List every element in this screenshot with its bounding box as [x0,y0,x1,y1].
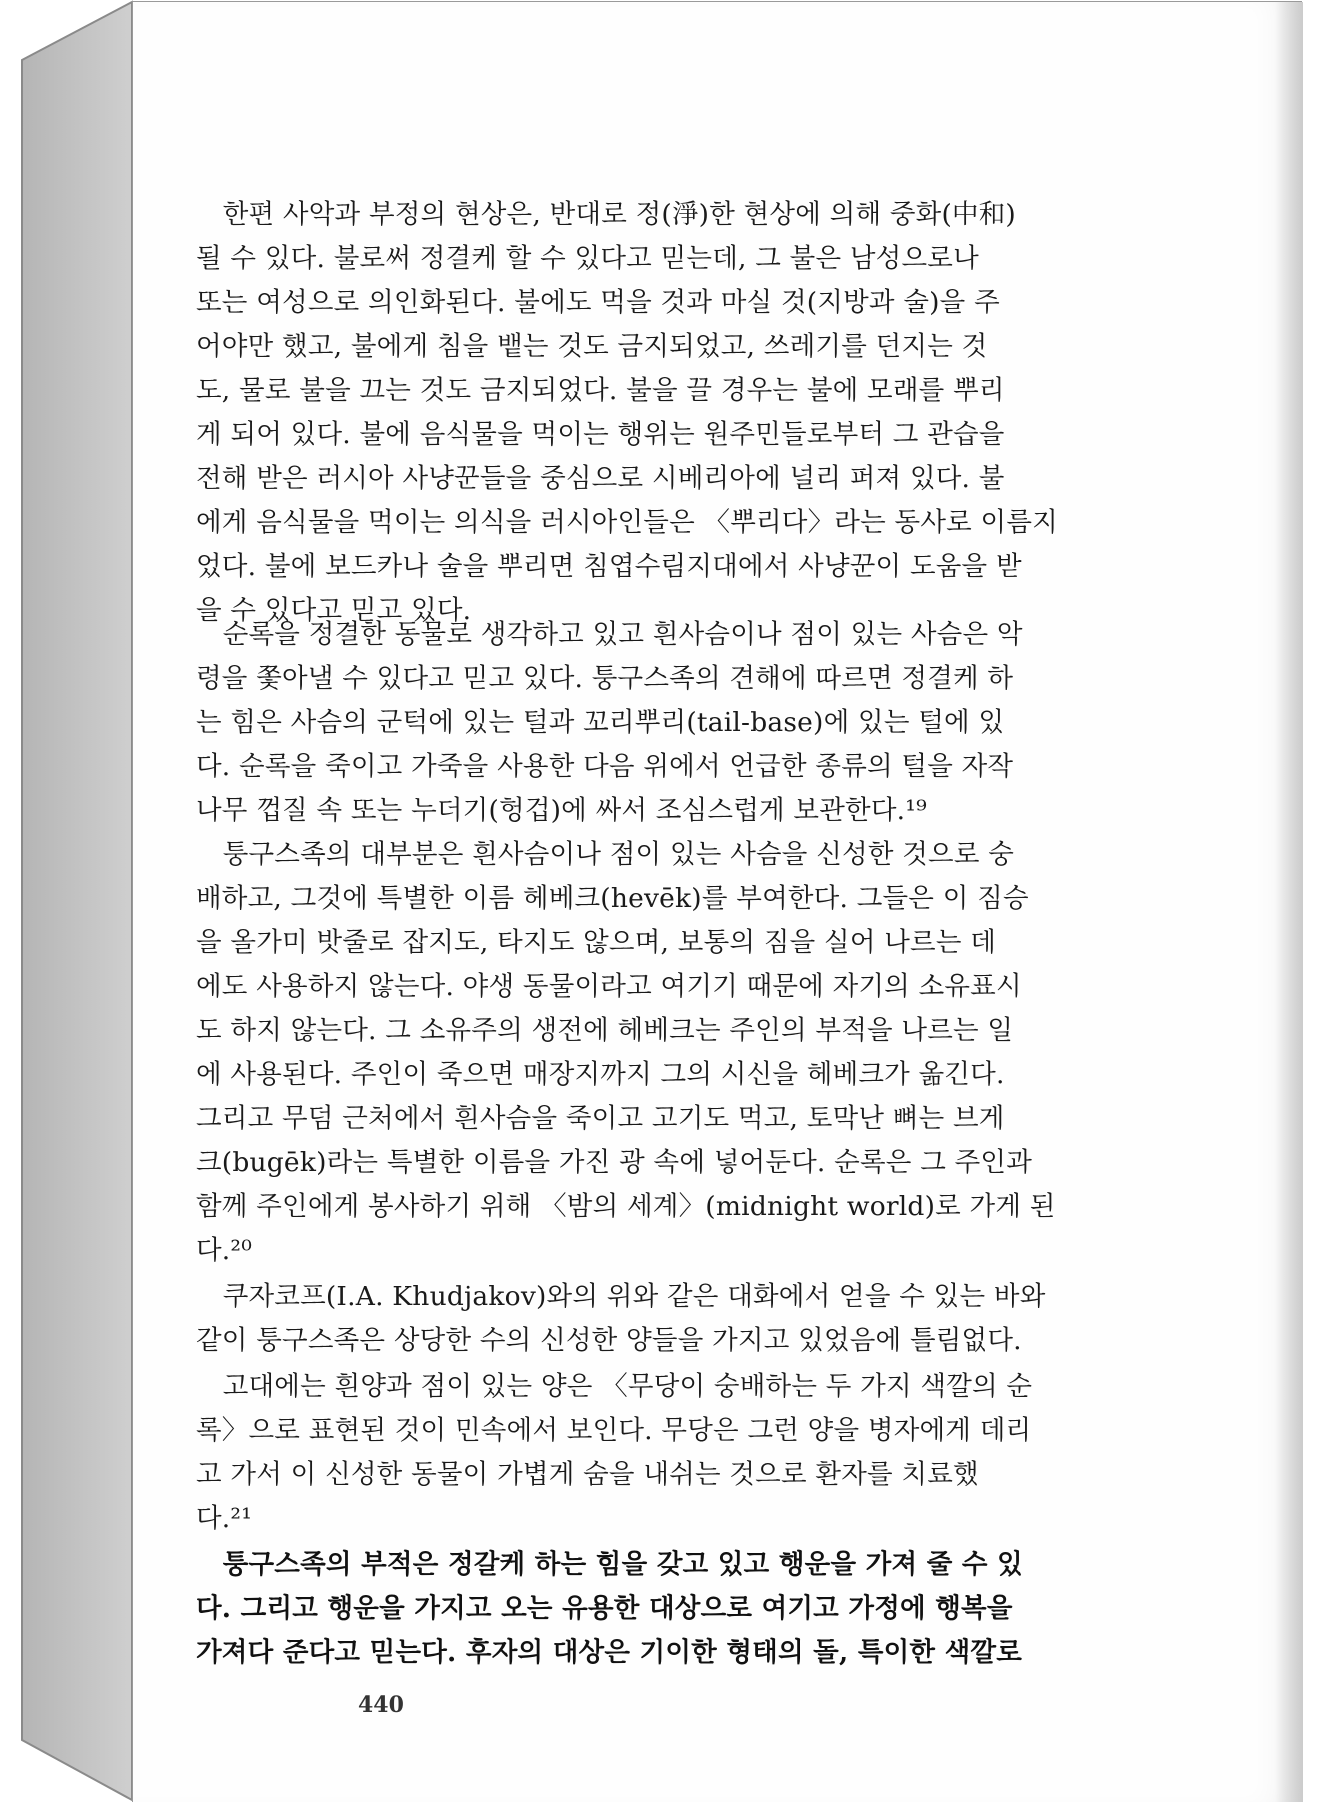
text-line: 쿠자코프(I.A. Khudjakov)와의 위와 같은 대화에서 얻을 수 있는 바와 [196,1281,1046,1312]
text-line: 게 되어 있다. 불에 음식물을 먹이는 행위는 원주민들로부터 그 관습을 [196,419,1005,450]
text-line: 에 사용된다. 주인이 죽으면 매장지까지 그의 시신을 헤베크가 옮긴다. [196,1059,1005,1090]
page-edge-shadow [1275,2,1303,1802]
text-line: 순록을 정결한 동물로 생각하고 있고 흰사슴이나 점이 있는 사슴은 악 [196,619,1023,650]
text-line: 함께 주인에게 봉사하기 위해 〈밤의 세계〉(midnight world)로 가게 된 [196,1191,1056,1222]
text-line: 에게 음식물을 먹이는 의식을 러시아인들은 〈뿌리다〉라는 동사로 이름지 [196,507,1058,538]
text-line: 크(bugēk)라는 특별한 이름을 가진 광 속에 넣어둔다. 순록은 그 주인과 [196,1147,1033,1178]
text-line: 다. 그리고 행운을 가지고 오는 유용한 대상으로 여기고 가정에 행복을 [196,1593,1013,1624]
text-line: 한편 사악과 부정의 현상은, 반대로 정(淨)한 현상에 의해 중화(中和) [196,199,1016,230]
text-line: 어야만 했고, 불에게 침을 뱉는 것도 금지되었고, 쓰레기를 던지는 것 [196,331,988,362]
text-line: 령을 쫓아낼 수 있다고 믿고 있다. 퉁구스족의 견해에 따르면 정결케 하 [196,663,1014,694]
text-line: 다.²¹ [196,1503,253,1534]
text-line: 배하고, 그것에 특별한 이름 헤베크(hevēk)를 부여한다. 그들은 이 짐승 [196,883,1029,914]
text-line: 퉁구스족의 부적은 정갈케 하는 힘을 갖고 있고 행운을 가져 줄 수 있 [196,1549,1023,1580]
text-line: 는 힘은 사슴의 군턱에 있는 털과 꼬리뿌리(tail-base)에 있는 털에 있 [196,707,1005,738]
text-line: 고대에는 흰양과 점이 있는 양은 〈무당이 숭배하는 두 가지 색깔의 순 [196,1371,1033,1402]
text-line: 같이 퉁구스족은 상당한 수의 신성한 양들을 가지고 있었음에 틀림없다. [196,1325,1022,1356]
text-line: 도 하지 않는다. 그 소유주의 생전에 헤베크는 주인의 부적을 나르는 일 [196,1015,1014,1046]
text-line: 에도 사용하지 않는다. 야생 동물이라고 여기기 때문에 자기의 소유표시 [196,971,1022,1002]
text-line: 고 가서 이 신성한 동물이 가볍게 숨을 내쉬는 것으로 환자를 치료했 [196,1459,979,1490]
text-line: 전해 받은 러시아 사냥꾼들을 중심으로 시베리아에 널리 퍼져 있다. 불 [196,463,1005,494]
text-line: 다.²⁰ [196,1235,253,1266]
text-line: 다. 순록을 죽이고 가죽을 사용한 다음 위에서 언급한 종류의 털을 자작 [196,751,1014,782]
text-line: 도, 물로 불을 끄는 것도 금지되었다. 불을 끌 경우는 불에 모래를 뿌리 [196,375,1005,406]
text-line: 퉁구스족의 대부분은 흰사슴이나 점이 있는 사슴을 신성한 것으로 숭 [196,839,1015,870]
text-line: 었다. 불에 보드카나 술을 뿌리면 침엽수림지대에서 사냥꾼이 도움을 받 [196,551,1022,582]
text-line: 될 수 있다. 불로써 정결케 할 수 있다고 믿는데, 그 불은 남성으로나 [196,243,979,274]
text-line: 을 올가미 밧줄로 잡지도, 타지도 않으며, 보통의 짐을 실어 나르는 데 [196,927,997,958]
text-line: 록〉으로 표현된 것이 민속에서 보인다. 무당은 그런 양을 병자에게 데리 [196,1415,1032,1446]
text-line: 을 수 있다고 믿고 있다. [196,595,472,626]
text-line: 그리고 무덤 근처에서 흰사슴을 죽이고 고기도 먹고, 토막난 뼈는 브게 [196,1103,1005,1134]
text-line: 가져다 준다고 믿는다. 후자의 대상은 기이한 형태의 돌, 특이한 색깔로 [196,1637,1023,1668]
page-number: 440 [358,1692,404,1718]
text-line: 또는 여성으로 의인화된다. 불에도 먹을 것과 마실 것(지방과 술)을 주 [196,287,1000,318]
text-line: 나무 껍질 속 또는 누더기(헝겁)에 싸서 조심스럽게 보관한다.¹⁹ [196,795,927,826]
